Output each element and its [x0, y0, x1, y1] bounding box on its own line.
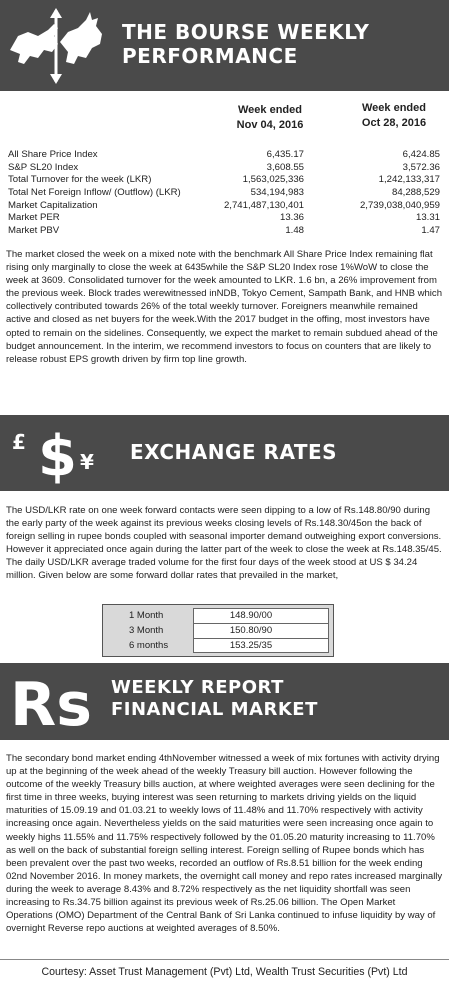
footer-divider: [0, 959, 449, 960]
previous-week-value: 1.47: [421, 225, 440, 237]
currency-symbols-icon: [8, 419, 104, 487]
current-week-value: 2,741,487,130,401: [223, 199, 304, 211]
svg-text:Rs: Rs: [10, 670, 92, 737]
current-week-value: 1,563,025,336: [242, 174, 304, 186]
row-label: Market PER: [8, 212, 60, 224]
col-header-current-week: Week ended Nov 04, 2016: [236, 104, 304, 131]
current-week-value: 6,435.17: [266, 149, 304, 160]
performance-row: [8, 225, 440, 238]
forward-rate-value: 153.25/35: [193, 638, 329, 653]
current-week-value: 534,194,983: [250, 187, 304, 199]
courtesy-footer: Courtesy: Asset Trust Management (Pvt) Ltd, Wealth Trust Securities (Pvt) Ltd: [41, 966, 408, 978]
previous-week-value: 84,288,529: [391, 187, 440, 199]
performance-row: [8, 200, 440, 213]
previous-week-value: 6,424.85: [402, 149, 440, 160]
performance-row: [8, 149, 440, 162]
financial-title-line2: FINANCIAL MARKET: [111, 699, 318, 720]
current-week-value: 13.36: [279, 212, 304, 224]
bourse-commentary: The market closed the week on a mixed note with the benchmark All Share Price Index remaining flat rising only marginally to close the week at 6435while the S&P SL20 Index rose 1%WoW to close the week at 3609. Consolidated turnover for the week amounted to LKR. 1.6 bn, a 26% improvement from the previous week. Block trades werewitnessed inNDB, Tokyo Cement, Sampath Bank, and HNB which collectively contributed towards 26% of the total weekly turnover. Foreigners meanwhile remained active and closed as net buyers for the week.With the 2017 budget in the offing, most investors have opted to remain on the sidelines. Consequently, we expect the market to remain subdued ahead of the budget announcement. In the interim, we recommend investors to focus on counters that are likely to release robust EPS growth driven by firm top line growth.: [6, 249, 443, 365]
tenor-label: 6 months: [129, 640, 169, 651]
forward-rate-value: 150.80/90: [193, 623, 329, 638]
forward-rate-row: [107, 608, 329, 623]
forward-rate-row: [107, 638, 329, 653]
forward-rate-row: [107, 623, 329, 638]
row-label: Market Capitalization: [8, 199, 98, 211]
exchange-rates-banner: [0, 415, 449, 491]
row-label: Total Net Foreign Inflow/ (Outflow) (LKR): [8, 187, 181, 199]
financial-market-commentary: The secondary bond market ending 4thNovember witnessed a week of mix fortunes with activity drying up at the beginning of the week ahead of the weekly Treasury bill auction. However following the outcome of the weekly Treasury bills auction, at where weighted averages were seen declining for the first time in three weeks, buying interest was seen returning to markets driving yields on the liquid maturities of 15.09.19 and 01.03.21 to weekly lows of 11.48% and 11.70% respectively with activity increasing once again. Nevertheless yields on the said maturities were seen increasing once again to weekly highs 11.55% and 11.75% respectively followed by the 01.05.20 maturity increasing to 11.70% as well on the back of substantial foreign selling interest. Foreign selling of Rupee bonds which has been prevalent over the past two weeks, recorded an outflow of Rs.8.51 billion for the week ending 02nd November 2016. In money markets, the overnight call money and repo rates increased marginally during the week to average 8.43% and 8.72% respectively as the net liquidity shortfall was seen increasing to Rs.34.75 billion against its previous week of Rs.25.06 billion. The Open Market Operations (OMO) Department of the Central Bank of Sri Lanka continued to infuse liquidity by way of overnight Reverse repo auctions at weighted averages of 8.50%.: [6, 753, 443, 935]
performance-row: [8, 187, 440, 200]
tenor-label: 3 Month: [129, 625, 164, 636]
performance-row: [8, 162, 440, 175]
bourse-weekly-banner: [0, 0, 449, 91]
bourse-performance-table: [8, 101, 440, 238]
financial-market-title: [111, 677, 318, 721]
bourse-title-line1: THE BOURSE WEEKLY: [122, 20, 370, 44]
current-week-value: 3,608.55: [266, 161, 304, 173]
bull-bear-icon: [4, 6, 108, 86]
financial-market-banner: [0, 663, 449, 740]
performance-row: [8, 212, 440, 225]
col-header-previous-week: Week ended Oct 28, 2016: [361, 102, 427, 129]
performance-table-header: [8, 101, 440, 149]
tenor-label: 1 Month: [129, 610, 164, 621]
previous-week-value: 13.31: [415, 212, 440, 224]
row-label: Total Turnover for the week (LKR): [8, 174, 152, 186]
financial-title-line1: WEEKLY REPORT: [111, 677, 284, 698]
svg-text:$: $: [38, 424, 77, 487]
exchange-rates-title: EXCHANGE RATES: [130, 440, 338, 464]
svg-text:£: £: [12, 430, 26, 454]
forward-rate-value: 148.90/00: [193, 608, 329, 623]
performance-table-body: [8, 149, 440, 238]
exchange-rates-commentary: The USD/LKR rate on one week forward contacts were seen dipping to a low of Rs.148.80/90 during the early party of the week against its previous weeks closing levels of Rs.148.30/45on the back of foreign selling in rupee bonds coupled with seasonal importer demand outweighing export conversions. However it appreciated once again during the latter part of the week to close the week at Rs.148.35/45. The daily USD/LKR average traded volume for the first four days of the week stood at US $ 34.24 million. Given below are some forward dollar rates that prevailed in the market,: [6, 505, 442, 582]
previous-week-value: 1,242,133,317: [378, 174, 440, 186]
forward-rates-table: [102, 604, 334, 657]
row-label: Market PBV: [8, 225, 60, 237]
svg-text:¥: ¥: [80, 450, 94, 474]
current-week-value: 1.48: [285, 225, 304, 237]
bourse-weekly-title: [122, 20, 369, 68]
previous-week-value: 2,739,038,040,959: [359, 199, 440, 211]
row-label: S&P SL20 Index: [8, 161, 79, 173]
rupee-rs-icon: [6, 667, 98, 737]
performance-row: [8, 174, 440, 187]
bourse-title-line2: PERFORMANCE: [122, 44, 298, 68]
row-label: All Share Price Index: [8, 149, 98, 160]
previous-week-value: 3,572.36: [402, 161, 440, 173]
